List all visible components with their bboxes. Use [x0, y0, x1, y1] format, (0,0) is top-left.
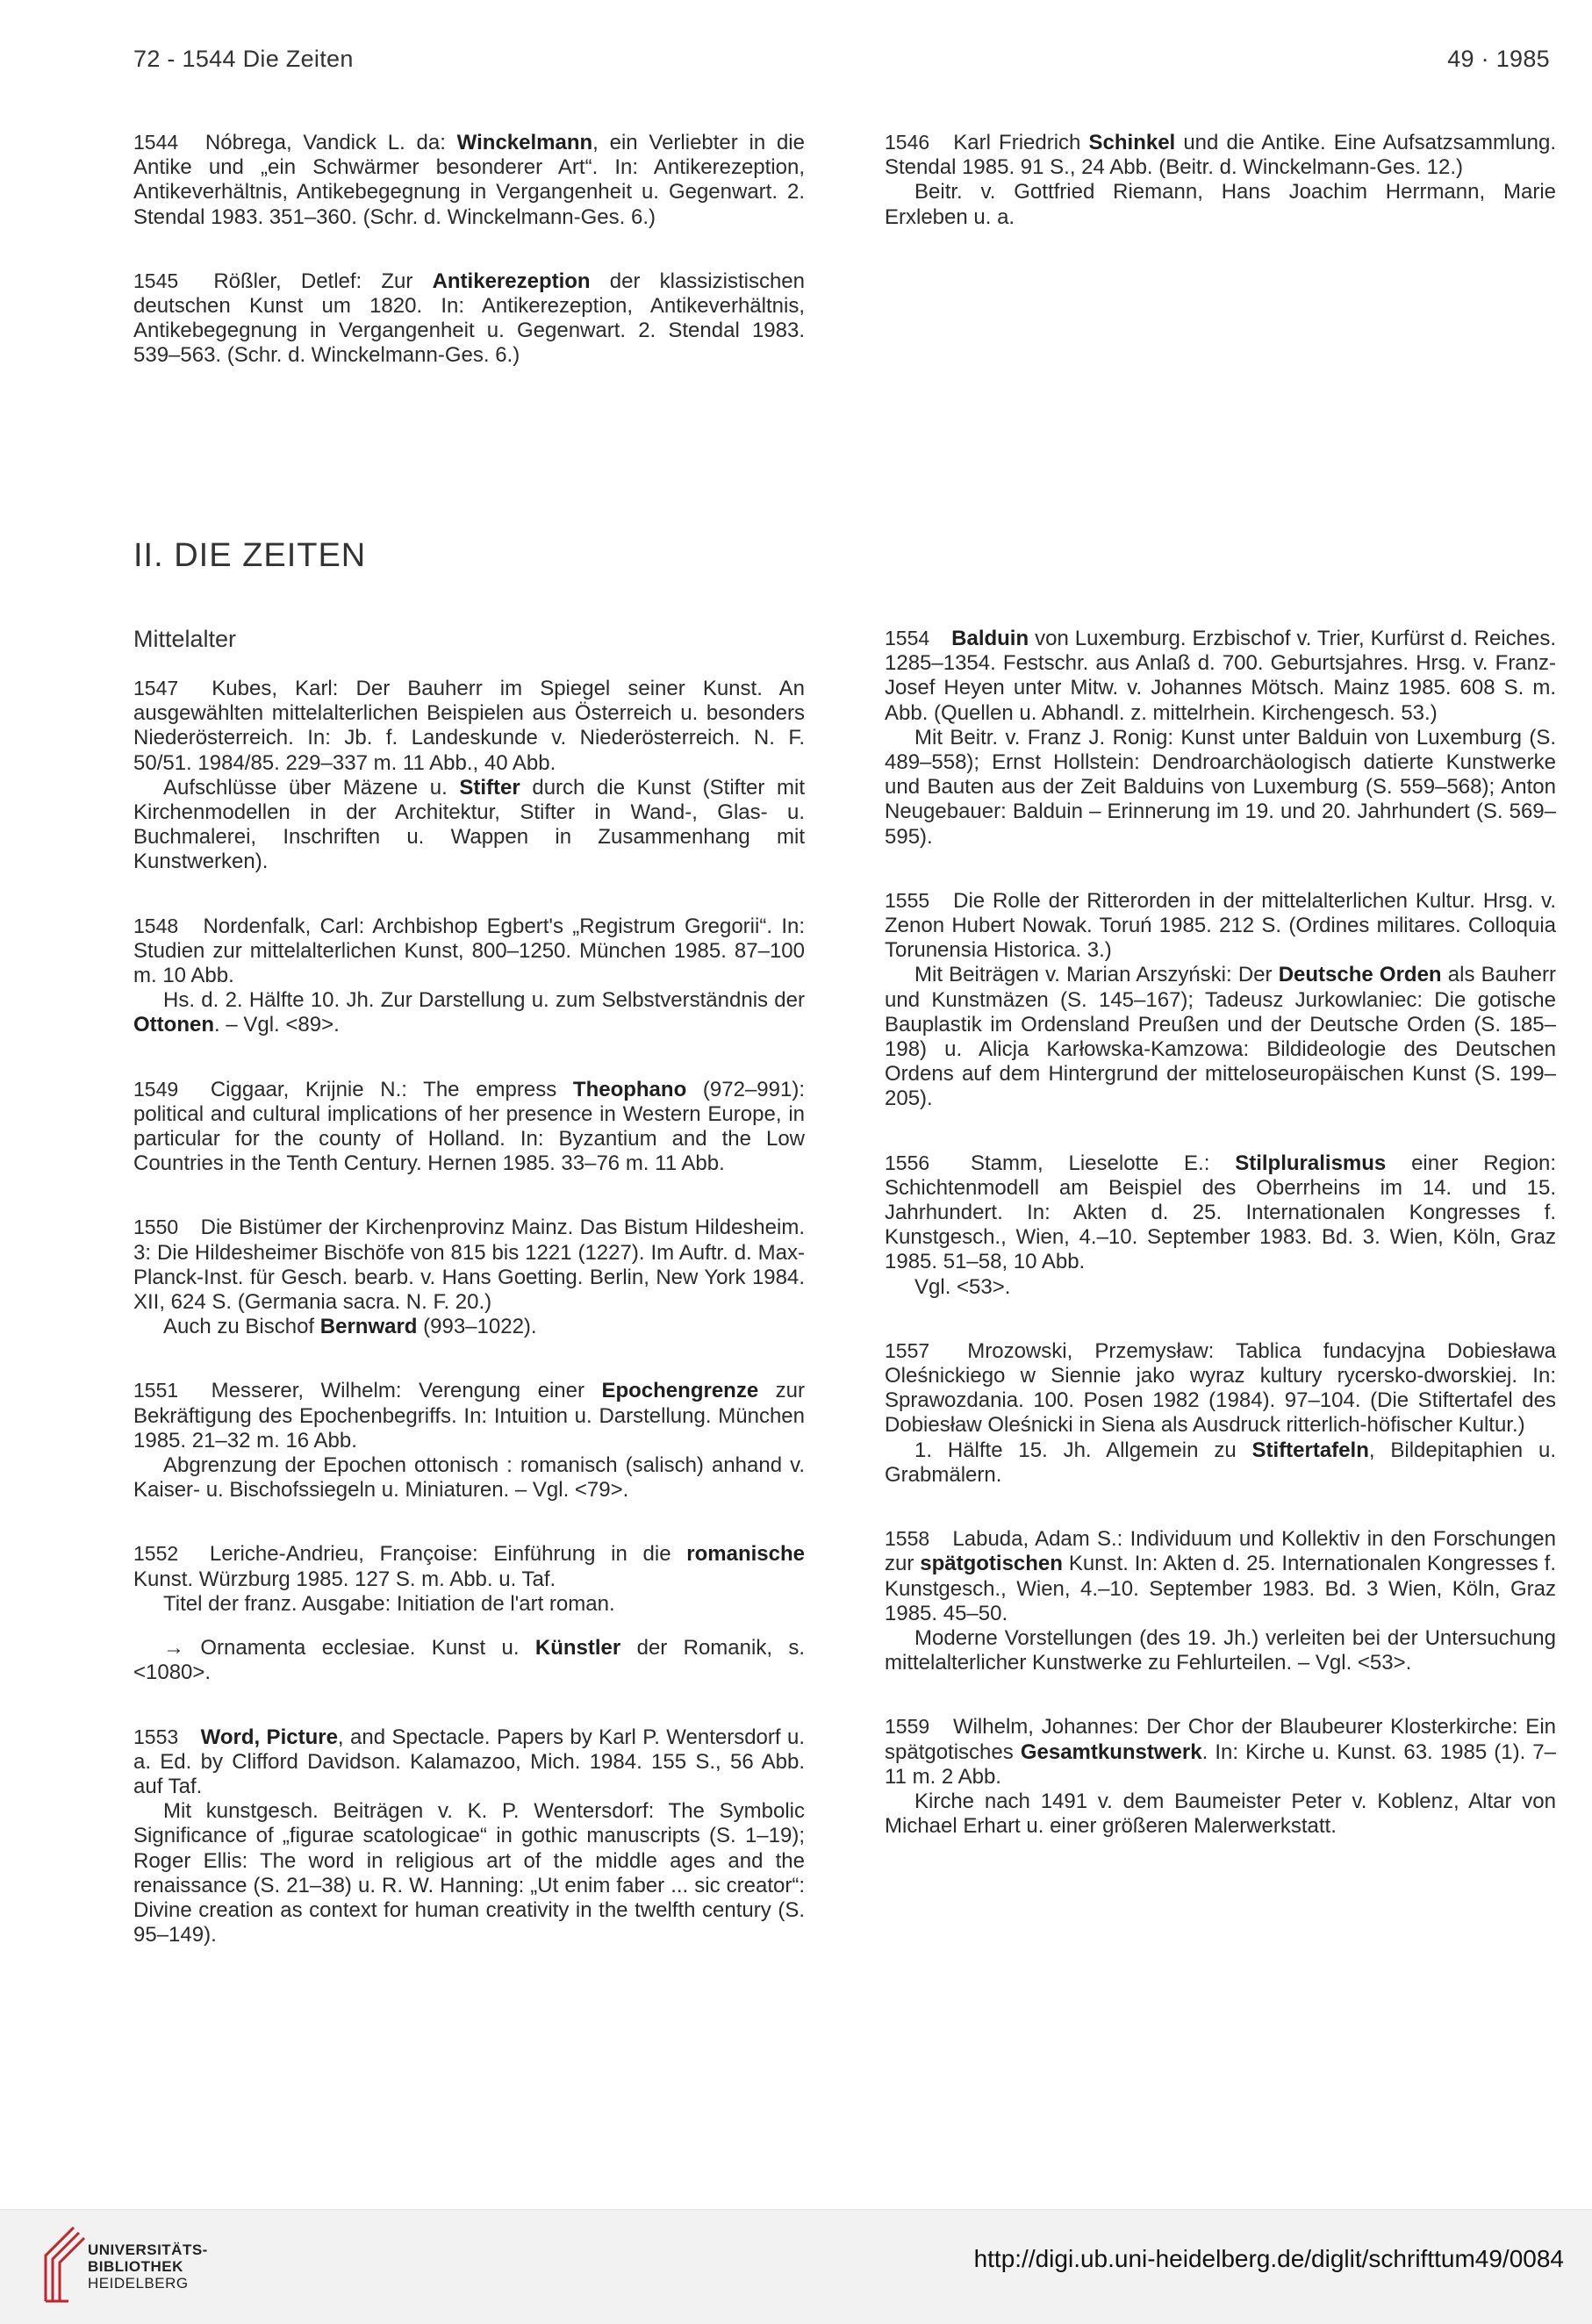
top-right-column	[885, 130, 1556, 269]
top-left-column	[133, 130, 805, 407]
entry-number: 1556	[885, 1151, 930, 1174]
bibliography-entry: 1554 Balduin von Luxemburg. Erzbischof v. Trier, Kurfürst d. Reiches. 1285–1354. Festschr. aus Anlaß d. 700. Geburtsjahres. Hrsg. v. Franz-Josef Heyen unter Mitw. v. Johannes Mötsch. Mainz 1985. 608 S. m. Abb. (Quellen u. Abhandl. z. mittelrhein. Kirchengesch. 53.) Mit Beitr. v. Franz J. Ronig: Kunst unter Balduin von Luxemburg (S. 489–558); Ernst Hollstein: Dendroarchäologisch datierte Kunstwerke und Bauten aus der Zeit Balduins von Luxemburg (S. 559–568); Anton Neugebauer: Balduin – Erinnerung im 19. und 20. Jahrhundert (S. 569–595).	[885, 627, 1556, 849]
entry-annotation: Mit Beiträgen v. Marian Arszyński: Der Deutsche Orden als Bauherr und Kunstmäzen (S. 145–167); Tadeusz Jurkowlaniec: Die gotische Bauplastik im Ordensland Preußen und der Deutsche Orden (S. 185–198) u. Alicja Karłowska-Kamzowa: Bildideologie des Deutschen Ordens auf dem Hintergrund der mitteloseuropäischen Kunst (S. 199–205).	[885, 963, 1556, 1111]
entry-keyword: Word, Picture	[200, 1725, 338, 1749]
entry-annotation: Moderne Vorstellungen (des 19. Jh.) verleiten bei der Untersuchung mittelalterlicher Kunstwerke zu Fehlurteilen. – Vgl. <53>.	[885, 1625, 1556, 1675]
entry-annotation: Aufschlüsse über Mäzene u. Stifter durch die Kunst (Stifter mit Kirchenmodellen in der Architektur, Stifter in Wand-, Glas- u. Buchmalerei, Inschriften u. Wappen in Zusammenhang mit Kunstwerken).	[133, 775, 805, 874]
entry-number: 1547	[133, 677, 179, 699]
entry-keyword: Epochengrenze	[601, 1379, 759, 1403]
running-head-right: 49 · 1985	[1447, 46, 1550, 72]
entry-number: 1558	[885, 1527, 930, 1551]
bibliography-entry: 1551 Messerer, Wilhelm: Verengung einer Epochengrenze zur Bekräftigung des Epochenbegriffs. In: Intuition u. Darstellung. München 1985. 21–32 m. 16 Abb. Abgrenzung der Epochen ottonisch : romanisch (salisch) anhand v. Kaiser- u. Bischofssiegeln u. Miniaturen. – Vgl. <79>.	[133, 1379, 805, 1503]
entry-keyword: Künstler	[534, 1636, 621, 1661]
bibliography-entry: 1552 Leriche-Andrieu, Françoise: Einführung in die romanische Kunst. Würzburg 1985. 127 S. m. Abb. u. Taf. Titel der franz. Ausgabe: Initiation de l'art roman.	[133, 1542, 805, 1616]
entry-number: 1551	[133, 1379, 179, 1402]
entry-number: 1555	[885, 888, 930, 912]
bibliography-entry: 1546 Karl Friedrich Schinkel und die Antike. Eine Aufsatzsammlung. Stendal 1985. 91 S., 24 Abb. (Beitr. d. Winckelmann-Ges. 12.) Beitr. v. Gottfried Riemann, Hans Joachim Herrmann, Marie Erxleben u. a.	[885, 131, 1556, 229]
section-title: II. DIE ZEITEN	[133, 537, 367, 574]
library-name: UNIVERSITÄTS- BIBLIOTHEK HEIDELBERG	[88, 2242, 208, 2292]
entry-keyword: Ottonen	[133, 1013, 214, 1037]
entry-number: 1549	[133, 1077, 179, 1101]
entry-number: 1545	[133, 269, 179, 292]
entry-annotation: 1. Hälfte 15. Jh. Allgemein zu Stiftertafeln, Bildepitaphien u. Grabmälern.	[885, 1438, 1556, 1487]
running-head-left: 72 - 1544 Die Zeiten	[133, 46, 354, 72]
entry-number: 1552	[133, 1542, 179, 1566]
entry-number: 1546	[885, 131, 930, 154]
entry-annotation: Beitr. v. Gottfried Riemann, Hans Joachim Herrmann, Marie Erxleben u. a.	[885, 180, 1556, 229]
bibliography-entry: 1544 Nóbrega, Vandick L. da: Winckelmann, ein Verliebter in die Antike und „ein Schwärmer besonderer Art“. In: Antikerezeption, Antikeverhältnis, Antikebegegnung in Vergangenheit u. Gegenwart. 2. Stendal 1983. 351–360. (Schr. d. Winckelmann-Ges. 6.)	[133, 131, 805, 229]
entry-annotation: Mit kunstgesch. Beiträgen v. K. P. Wentersdorf: The Symbolic Significance of „figurae scatologicae“ in gothic manuscripts (S. 1–19); Roger Ellis: The word in religious art of the middle ages and the renaissance (S. 21–38) u. R. W. Hanning: „Ut enim faber ... sic creator“: Divine creation as context for human creativity in the twelfth century (S. 95–149).	[133, 1799, 805, 1947]
entry-keyword: Winckelmann	[456, 131, 593, 154]
entry-number: 1554	[885, 627, 930, 649]
cross-reference: → Ornamenta ecclesiae. Kunst u. Künstler der Romanik, s. <1080>.	[133, 1636, 805, 1685]
entry-keyword: Stiftertafeln	[1251, 1438, 1369, 1462]
entry-keyword: Theophano	[572, 1077, 687, 1101]
bibliography-entry: 1555 Die Rolle der Ritterorden in der mittelalterlichen Kultur. Hrsg. v. Zenon Hubert Nowak. Toruń 1985. 212 S. (Ordines militares. Colloquia Torunensia Historica. 3.) Mit Beiträgen v. Marian Arszyński: Der Deutsche Orden als Bauherr und Kunstmäzen (S. 145–167); Tadeusz Jurkowlaniec: Die gotische Bauplastik im Ordensland Preußen und der Deutsche Orden (S. 185–198) u. Alicja Karłowska-Kamzowa: Bildideologie des Deutschen Ordens auf dem Hintergrund der mitteloseuropäischen Kunst (S. 199–205).	[885, 888, 1556, 1111]
entry-annotation: Mit Beitr. v. Franz J. Ronig: Kunst unter Balduin von Luxemburg (S. 489–558); Ernst Hollstein: Dendroarchäologisch datierte Kunstwerke und Bauten aus der Zeit Balduins von Luxemburg (S. 559–568); Anton Neugebauer: Balduin – Erinnerung im 19. und 20. Jahrhundert (S. 569–595).	[885, 725, 1556, 849]
bibliography-entry: 1549 Ciggaar, Krijnie N.: The empress Theophano (972–991): political and cultural implications of her presence in Western Europe, in particular for the county of Holland. In: Byzantium and the Low Countries in the Tenth Century. Hernen 1985. 33–76 m. 11 Abb.	[133, 1077, 805, 1176]
bibliography-entry: 1556 Stamm, Lieselotte E.: Stilpluralismus einer Region: Schichtenmodell am Beispiel des Oberrheins im 14. und 15. Jahrhundert. In: Akten d. 25. Internationalen Kongresses f. Kunstgesch., Wien, 4.–10. September 1983. Bd. 3. Wien, Köln, Graz 1985. 51–58, 10 Abb. Vgl. <53>.	[885, 1151, 1556, 1299]
entry-number: 1553	[133, 1725, 179, 1748]
bibliography-entry: 1558 Labuda, Adam S.: Individuum und Kollektiv in den Forschungen zur spätgotischen Kunst. In: Akten d. 25. Internationalen Kongresses f. Kunstgesch., Wien, 4.–10. September 1983. Bd. 3 Wien, Köln, Graz 1985. 45–50. Moderne Vorstellungen (des 19. Jh.) verleiten bei der Untersuchung mittelalterlicher Kunstwerke zu Fehlurteilen. – Vgl. <53>.	[885, 1527, 1557, 1675]
bibliography-entry: 1557 Mrozowski, Przemysław: Tablica fundacyjna Dobiesława Oleśnickiego w Siennie jako wyraz kultury rycersko-dworskiej. In: Sprawozdania. 100. Posen 1982 (1984). 97–104. (Die Stiftertafel des Dobiesław Oleśnicki in Siena als Ausdruck ritterlich-höfischer Kultur.) 1. Hälfte 15. Jh. Allgemein zu Stiftertafeln, Bildepitaphien u. Grabmälern.	[885, 1338, 1556, 1487]
entry-annotation: Kirche nach 1491 v. dem Baumeister Peter v. Koblenz, Altar von Michael Erhart u. einer größeren Malerwerkstatt.	[885, 1789, 1556, 1839]
footer-bar	[0, 2209, 1592, 2324]
entry-keyword: Stifter	[459, 775, 520, 800]
entry-annotation: Abgrenzung der Epochen ottonisch : romanisch (salisch) anhand v. Kaiser- u. Bischofssiegeln u. Miniaturen. – Vgl. <79>.	[133, 1453, 805, 1503]
entry-keyword: Deutsche Orden	[1278, 963, 1442, 987]
entry-keyword: Bernward	[319, 1315, 418, 1339]
entry-annotation: Auch zu Bischof Bernward (993–1022).	[163, 1315, 537, 1339]
main-left-column	[133, 676, 805, 1986]
entry-number: 1559	[885, 1715, 930, 1739]
entry-keyword: romanische	[686, 1542, 805, 1567]
entry-number: 1557	[885, 1338, 930, 1362]
bibliography-entry: 1545 Rößler, Detlef: Zur Antikerezeption der klassizistischen deutschen Kunst um 1820. In: Antikerezeption, Antikeverhältnis, Antikebegegnung in Vergangenheit u. Gegenwart. 2. Stendal 1983. 539–563. (Schr. d. Winckelmann-Ges. 6.)	[133, 269, 805, 368]
section-subtitle: Mittelalter	[133, 626, 237, 652]
entry-annotation: Hs. d. 2. Hälfte 10. Jh. Zur Darstellung u. zum Selbstverständnis der Ottonen. – Vgl. <89>.	[133, 988, 805, 1037]
source-url-link[interactable]: http://digi.ub.uni-heidelberg.de/diglit/schrifttum49/0084	[973, 2245, 1564, 2272]
entry-keyword: Schinkel	[1088, 131, 1176, 154]
bibliography-entry: 1550 Die Bistümer der Kirchenprovinz Mainz. Das Bistum Hildesheim. 3: Die Hildesheimer Bischöfe von 815 bis 1221 (1227). Im Auftr. d. Max-Planck-Inst. für Gesch. bearb. v. Hans Goetting. Berlin, New York 1984. XII, 624 S. (Germania sacra. N. F. 20.) Auch zu Bischof Bernward (993–1022).	[133, 1216, 805, 1339]
entry-number: 1550	[133, 1216, 179, 1239]
bibliography-entry: 1548 Nordenfalk, Carl: Archbishop Egbert's „Registrum Gregorii“. In: Studien zur mittelalterlichen Kunst, 800–1250. München 1985. 87–100 m. 10 Abb. Hs. d. 2. Hälfte 10. Jh. Zur Darstellung u. zum Selbstverständnis der Ottonen. – Vgl. <89>.	[133, 914, 805, 1037]
bibliography-entry: 1547 Kubes, Karl: Der Bauherr im Spiegel seiner Kunst. An ausgewählten mittelalterlichen Beispielen aus Österreich u. besonders Niederösterreich. In: Jb. f. Landeskunde v. Niederösterreich. N. F. 50/51. 1984/85. 229–337 m. 11 Abb., 40 Abb. Aufschlüsse über Mäzene u. Stifter durch die Kunst (Stifter mit Kirchenmodellen in der Architektur, Stifter in Wand-, Glas- u. Buchmalerei, Inschriften u. Wappen in Zusammenhang mit Kunstwerken).	[133, 677, 805, 874]
arrow-icon: →	[163, 1636, 184, 1661]
entry-keyword: Balduin	[951, 627, 1029, 650]
entry-keyword: Gesamtkunstwerk	[1020, 1739, 1202, 1764]
entry-keyword: Antikerezeption	[432, 269, 591, 293]
bibliography-entry: 1553 Word, Picture, and Spectacle. Papers by Karl P. Wentersdorf u. a. Ed. by Clifford Davidson. Kalamazoo, Mich. 1984. 155 S., 56 Abb. auf Taf. Mit kunstgesch. Beiträgen v. K. P. Wentersdorf: The Symbolic Significance of „figurae scatologicae“ in gothic manuscripts (S. 1–19); Roger Ellis: The word in religious art of the middle ages and the renaissance (S. 21–38) u. R. W. Hanning: „Ut enim faber ... sic creator“: Divine creation as context for human creativity in the twelfth century (S. 95–149).	[133, 1725, 805, 1947]
entry-keyword: Stilpluralismus	[1235, 1151, 1387, 1175]
entry-annotation: Vgl. <53>.	[914, 1274, 1011, 1299]
entry-keyword: spätgotischen	[920, 1552, 1063, 1576]
entry-annotation: Titel der franz. Ausgabe: Initiation de l'art roman.	[163, 1591, 615, 1616]
bibliography-entry: 1559 Wilhelm, Johannes: Der Chor der Blaubeurer Klosterkirche: Ein spätgotisches Gesamtkunstwerk. In: Kirche u. Kunst. 63. 1985 (1). 7–11 m. 2 Abb. Kirche nach 1491 v. dem Baumeister Peter v. Koblenz, Altar von Michael Erhart u. einer größeren Malerwerkstatt.	[885, 1715, 1557, 1839]
entry-number: 1544	[133, 131, 179, 154]
main-right-column	[885, 626, 1556, 1877]
entry-number: 1548	[133, 914, 179, 937]
